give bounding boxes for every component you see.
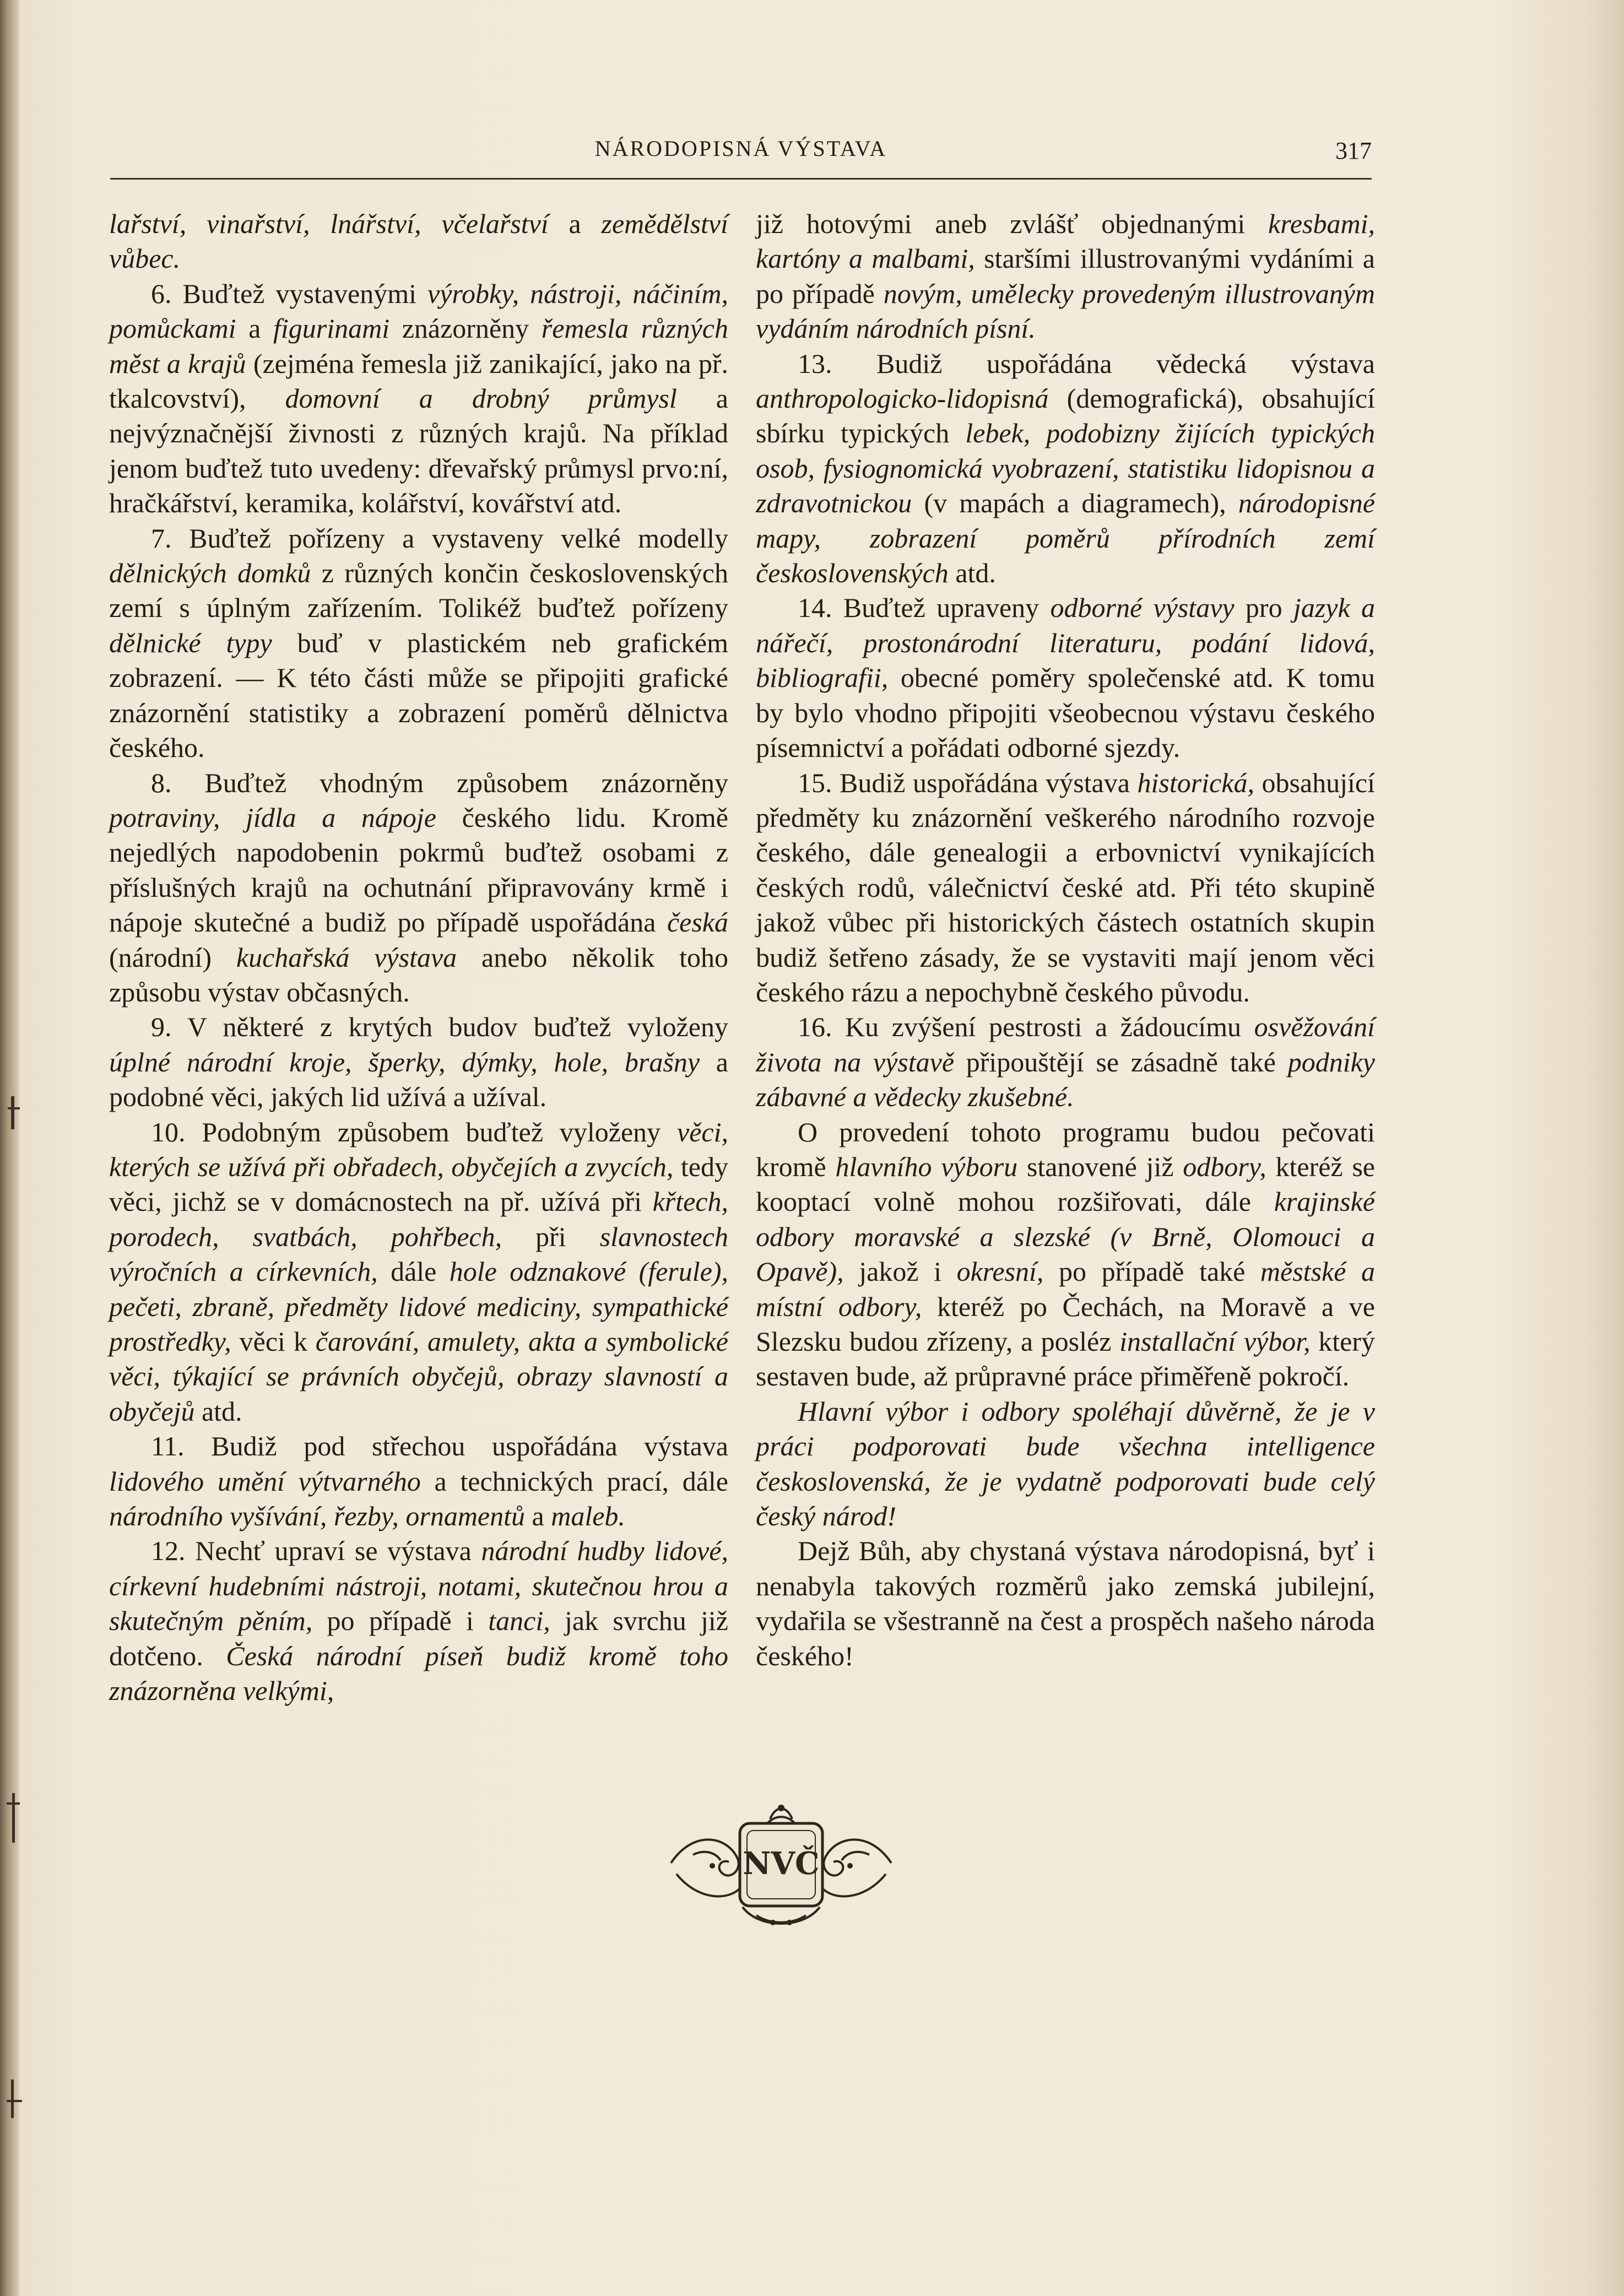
text-run: 9. V některé z krytých budov buďtež vyloženy <box>151 1011 728 1043</box>
text-run: pro <box>1234 592 1293 624</box>
text-run: obsahující předměty ku znázornění veškerého národního rozvoje českého, dále genealogii a erbovnictví vynikajících českých rodů, válečnictví české atd. Při této skupině jakož vůbec při historických částech ostatních skupin budiž šetřeno zásady, že se vystaviti mají jenom věci českého rázu a nepochybně českého původu. <box>756 767 1375 1008</box>
text-run: 14. Buďtež upraveny <box>798 592 1051 624</box>
paragraph <box>109 1534 728 1708</box>
margin-mark <box>12 1793 15 1843</box>
text-run: a <box>236 313 273 344</box>
paragraph <box>109 1115 728 1429</box>
text-run: při <box>502 1221 600 1252</box>
ornament-monogram: NVČ <box>743 1845 820 1882</box>
emphasized-text: figurinami <box>273 313 390 344</box>
emphasized-text: česká <box>667 907 728 938</box>
text-run: (demografická), obsahující sbírku typických <box>756 383 1375 449</box>
emphasized-text: křtech, porodech, svatbách, pohřbech, <box>109 1186 728 1252</box>
text-run: obecné poměry společenské atd. K tomu by bylo vhodno připojiti všeobecnou výstavu českého písemnictví a pořádati odborné sjezdy. <box>756 662 1375 763</box>
margin-mark <box>11 1096 14 1129</box>
text-run: po případě i <box>312 1605 489 1637</box>
margin-mark <box>8 1107 20 1109</box>
text-run: (v mapách a diagramech), <box>912 488 1238 519</box>
paragraph <box>109 207 728 277</box>
emphasized-text: podniky zábavné a vědecky zkušebné. <box>756 1046 1375 1113</box>
emphasized-text: výrobky, nástroji, náčiním, pomůckami <box>109 278 729 344</box>
emphasized-text: kuchařská výstava <box>236 941 457 973</box>
text-run: z různých končin československých zemí s úplným zařízením. Tolikéž buďtež pořízeny <box>109 557 728 624</box>
text-run: 11. Budiž pod střechou uspořádána výstava <box>151 1431 728 1462</box>
text-run: českého lidu. Kromě nejedlých napodobenin pokrmů buďtež osobami z příslušných krajů na ochutnání připravovány krmě i nápoje skutečné a budiž po případě uspořádána <box>109 802 728 938</box>
emphasized-text: lidového umění výtvarného <box>109 1465 421 1497</box>
text-run: 13. Budiž uspořádána vědecká výstava <box>798 348 1375 379</box>
emphasized-text: lařství, vinařství, lnářství, včelařství <box>109 208 549 239</box>
text-run: věci k <box>231 1326 316 1357</box>
emphasized-text: hlavního výboru <box>835 1151 1018 1182</box>
text-run: 7. Buďtež pořízeny a vystaveny velké modelly <box>151 522 728 554</box>
emphasized-text: odborné výstavy <box>1050 592 1235 624</box>
margin-mark <box>7 1802 20 1805</box>
emphasized-text: národního vyšívání, řezby, ornamentů <box>109 1501 526 1532</box>
text-run: jakož i <box>843 1256 957 1287</box>
paragraph <box>109 1010 728 1114</box>
paragraph <box>756 346 1375 591</box>
text-run: 15. Budiž uspořádána výstava <box>798 767 1138 798</box>
text-run: který sestaven bude, až průpravné práce přiměřeně pokročí. <box>756 1326 1376 1392</box>
paragraph <box>756 1010 1375 1114</box>
emphasized-text: úplné národní kroje, šperky, dýmky, hole, brašny <box>109 1046 700 1077</box>
emphasized-text: hole odznakové (ferule), pečeti, zbraně, předměty lidové mediciny, sympathické prostředky, <box>109 1256 728 1357</box>
text-run: 12. Nechť upraví se výstava <box>151 1535 481 1567</box>
emphasized-text: osvěžování života na výstavě <box>756 1011 1375 1077</box>
page-binding-edge <box>0 0 19 2296</box>
emphasized-text: odbory, <box>1183 1151 1266 1182</box>
paragraph <box>109 766 728 1010</box>
text-run: kteréž se kooptací volně mohou rozšiřovati, dále <box>756 1151 1375 1217</box>
text-run: Dejž Bůh, aby chystaná výstava národopisná, byť i nenabyla takových rozměrů jako zemská jubilejní, vydařila se všestranně na čest a prospěch našeho národa českého! <box>756 1535 1375 1671</box>
left-column <box>109 207 728 1708</box>
emphasized-text: věci, kterých se užívá při obřadech, obyčejích a zvycích, <box>109 1116 728 1182</box>
paragraph <box>756 1534 1375 1674</box>
text-run: stanovené již <box>1017 1151 1183 1182</box>
text-run: (zejména řemesla již zanikající, jako na př. tkalcovství), <box>109 348 728 414</box>
text-run: a nejvýznačnější živnosti z různých krajů. Na příklad jenom buďtež tuto uvedeny: dřevařský průmysl prvo:ní, hračkářství, keramika, kolářství, kovářství atd. <box>109 383 728 519</box>
text-run: tedy věci, jichž se v domácnostech na př. užívá při <box>109 1151 728 1217</box>
emphasized-text: novým, umělecky provedeným illustrovaným vydáním národních písní. <box>756 278 1375 344</box>
text-run: po případě také <box>1043 1256 1260 1287</box>
text-run: a podobné věci, jakých lid užívá a užíval. <box>109 1046 728 1113</box>
text-run: 16. Ku zvýšení pestrosti a žádoucímu <box>798 1011 1254 1043</box>
text-run: buď v plastickém neb grafickém zobrazení. — K této části může se připojiti grafické znázornění statistiky a zobrazení poměrů dělnictva českého. <box>109 627 728 763</box>
text-run: dále <box>377 1256 450 1287</box>
running-title: NÁRODOPISNÁ VÝSTAVA <box>594 136 887 161</box>
margin-mark <box>7 2100 22 2102</box>
text-run: O provedení tohoto programu budou pečovati kromě <box>756 1116 1375 1182</box>
text-run: a <box>548 208 602 239</box>
emphasized-text: potraviny, jídla a nápoje <box>109 802 436 833</box>
text-run: připouštějí se zásadně také <box>954 1046 1288 1077</box>
emphasized-text: domovní a drobný průmysl <box>285 383 677 414</box>
text-run: anebo několik toho způsobu výstav občasných. <box>109 941 728 1008</box>
text-run: znázorněny <box>389 313 542 344</box>
header-rule <box>110 178 1372 180</box>
text-run: již hotovými aneb zvlášť objednanými <box>756 208 1269 239</box>
paragraph <box>109 521 728 766</box>
emphasized-text: slavnostech výročních a církevních, <box>109 1221 728 1287</box>
emphasized-text: národopisné mapy, zobrazení poměrů přírodních zemí československých <box>756 488 1375 589</box>
text-run: staršími illustrovanými vydáními a po případě <box>756 243 1375 309</box>
paragraph <box>756 207 1375 346</box>
emphasized-text: jazyk a nářečí, prostonárodní literaturu, podání lidová, bibliografii, <box>756 592 1375 694</box>
emphasized-text: národní hudby lidové, církevní hudebními nástroji, notami, skutečnou hrou a skutečným pěním, <box>109 1535 728 1637</box>
emphasized-text: anthropologicko-lidopisná <box>756 383 1049 414</box>
emphasized-text: tanci, <box>488 1605 550 1637</box>
text-run: jak svrchu již dotčeno. <box>109 1605 728 1671</box>
emphasized-text: městské a místní odbory, <box>756 1256 1375 1322</box>
emphasized-text: kresbami, kartóny a malbami, <box>756 208 1375 274</box>
text-run: (národní) <box>109 941 236 973</box>
paragraph <box>756 591 1375 765</box>
emphasized-text: dělnických domků <box>109 557 311 589</box>
emphasized-text: okresní, <box>956 1256 1044 1287</box>
emphasized-text: zemědělství vůbec. <box>109 208 728 274</box>
text-run: a technických prací, dále <box>420 1465 729 1497</box>
emphasized-text: Hlavní výbor i odbory spoléhají důvěrně, že je v práci podporovati bude všechna intelligence československá, že je vydatně podporovati bude celý český národ! <box>756 1395 1375 1532</box>
paragraph <box>109 277 728 521</box>
emphasized-text: Česká národní píseň budiž kromě toho znázorněna velkými, <box>109 1640 728 1707</box>
text-run: kteréž po Čechách, na Moravě a ve Slezsku budou zřízeny, a posléz <box>756 1291 1375 1357</box>
text-run: 6. Buďtež vystavenými <box>151 278 428 309</box>
margin-mark <box>11 2080 14 2118</box>
page-header <box>110 132 1372 176</box>
text-run: 8. Buďtež vhodným způsobem znázorněny <box>151 767 728 798</box>
ornament-vignette <box>660 1797 902 1935</box>
text-run: atd. <box>194 1395 242 1427</box>
emphasized-text: čarování, amulety, akta a symbolické věci, týkající se právních obyčejů, obrazy slavností a obyčejů <box>109 1326 728 1427</box>
emphasized-text: historická, <box>1137 767 1254 798</box>
emphasized-text: lebek, podobizny žijících typických osob, fysiognomická vyobrazení, statistiku lidopisnou a zdravotnickou <box>756 418 1375 519</box>
emphasized-text: installační výbor, <box>1119 1326 1311 1357</box>
paragraph <box>109 1429 728 1534</box>
emphasized-text: řemesla různých měst a krajů <box>109 313 728 379</box>
right-column <box>756 207 1375 1674</box>
text-run: atd. <box>948 557 996 589</box>
emphasized-text: krajinské odbory moravské a slezské (v Brně, Olomouci a Opavě), <box>756 1186 1375 1287</box>
emphasized-text: maleb. <box>551 1501 625 1532</box>
paragraph <box>756 1394 1375 1534</box>
paragraph <box>756 766 1375 1010</box>
emphasized-text: dělnické typy <box>109 627 272 658</box>
text-run: 10. Podobným způsobem buďtež vyloženy <box>151 1116 678 1147</box>
paragraph <box>756 1115 1375 1394</box>
text-run: a <box>525 1501 551 1532</box>
page-number: 317 <box>1335 137 1372 164</box>
